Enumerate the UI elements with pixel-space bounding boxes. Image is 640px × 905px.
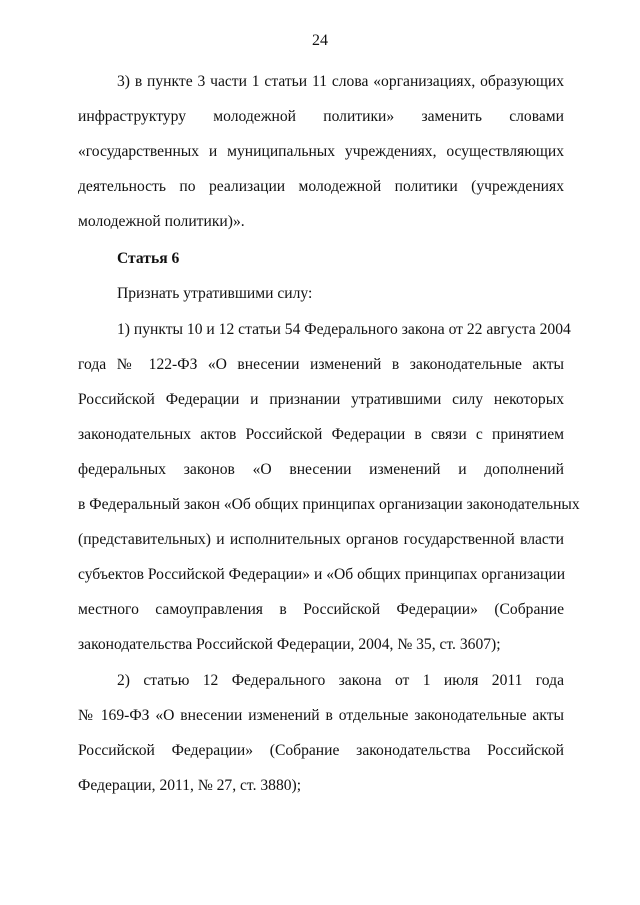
paragraph-line: 3) в пункте 3 части 1 статьи 11 слова «организациях, образующих	[117, 73, 564, 90]
paragraph-line: инфраструктуру молодежной политики» заменить словами	[78, 108, 564, 125]
paragraph-item-3	[78, 64, 564, 239]
paragraph-line: № 169-ФЗ «О внесении изменений в отдельные законодательные акты	[78, 707, 564, 724]
paragraph-line: года № 122-ФЗ «О внесении изменений в законодательные акты	[78, 356, 564, 373]
paragraph-line: Российской Федерации» (Собрание законодательства Российской	[78, 742, 564, 759]
paragraph-point-2	[78, 663, 564, 803]
paragraph-line: Федерации, 2011, № 27, ст. 3880);	[78, 777, 302, 794]
paragraph-line: «государственных и муниципальных учреждениях, осуществляющих	[78, 143, 564, 160]
paragraph-line: законодательных актов Российской Федерации в связи с принятием	[78, 426, 564, 443]
paragraph-point-1	[78, 312, 580, 662]
paragraph-line: субъектов Российской Федерации» и «Об общих принципах организации	[78, 566, 566, 583]
page-number: 24	[312, 32, 328, 49]
article-6-heading: Статья 6	[117, 250, 180, 267]
article-6-intro: Признать утратившими силу:	[117, 285, 313, 302]
paragraph-line: федеральных законов «О внесении изменений и дополнений	[78, 461, 564, 478]
paragraph-line: (представительных) и исполнительных органов государственной власти	[78, 531, 564, 548]
paragraph-line: деятельность по реализации молодежной политики (учреждениях	[78, 178, 564, 195]
paragraph-line: 1) пункты 10 и 12 статьи 54 Федерального закона от 22 августа 2004	[117, 321, 571, 338]
document-body	[78, 64, 580, 803]
paragraph-line: законодательства Российской Федерации, 2004, № 35, ст. 3607);	[78, 636, 501, 653]
paragraph-line: молодежной политики)».	[78, 213, 245, 230]
paragraph-line: местного самоуправления в Российской Федерации» (Собрание	[78, 601, 564, 618]
paragraph-line: в Федеральный закон «Об общих принципах организации законодательных	[78, 496, 580, 513]
paragraph-line: 2) статью 12 Федерального закона от 1 июля 2011 года	[117, 672, 564, 689]
paragraph-line: Российской Федерации и признании утратившими силу некоторых	[78, 391, 564, 408]
